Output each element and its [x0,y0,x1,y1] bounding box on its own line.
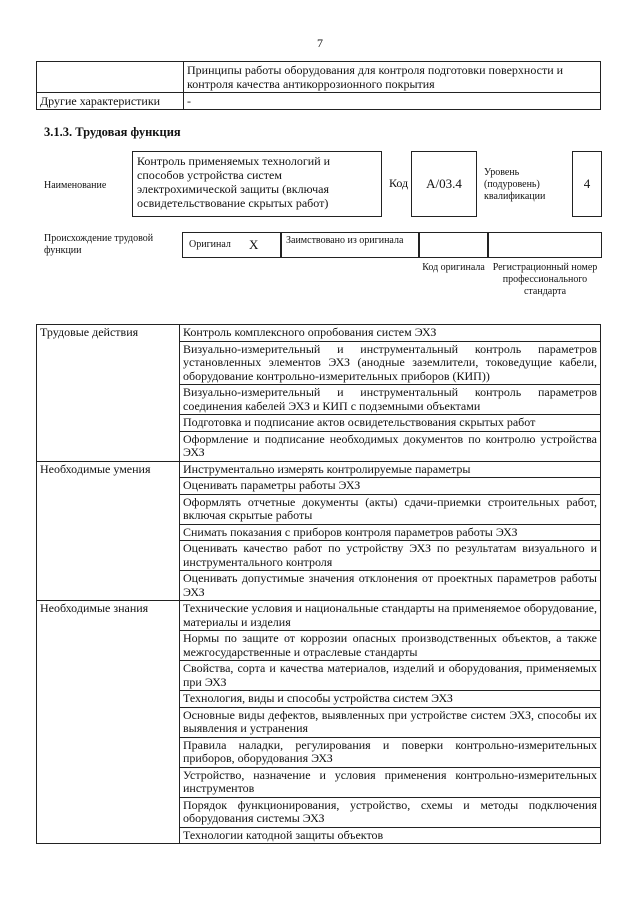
table-row [37,461,601,478]
original-cell [182,232,281,258]
item-cell: Снимать показания с приборов контроля параметров работы ЭХЗ [180,524,601,541]
row-value: Принципы работы оборудования для контроля подготовки поверхности и контроля качества антикоррозионного покрытия [184,62,601,93]
borrowed-label: Заимствовано из оригинала [286,235,404,246]
item-cell: Оформлять отчетные документы (акты) сдачи-приемки строительных работ, включая скрытые работы [180,494,601,524]
category-cell: Необходимые знания [37,601,180,844]
row-label: Другие характеристики [37,93,184,110]
function-table [36,324,601,844]
original-mark: X [249,237,259,252]
level-label: Уровень (подуровень) квалификации [484,167,546,202]
item-cell: Технические условия и национальные стандарты на применяемое оборудование, материалы и изделия [180,601,601,631]
table-row [37,93,601,110]
registration-number-cell [488,232,602,258]
item-cell: Технологии катодной защиты объектов [180,827,601,844]
item-cell: Визуально-измерительный и инструментальный контроль параметров соединения кабелей ЭХЗ и КИП с подземными объектами [180,385,601,415]
origin-label: Происхождение трудовой функции [44,233,154,256]
item-cell: Оценивать параметры работы ЭХЗ [180,478,601,495]
top-continuation-table [36,61,601,110]
item-cell: Оценивать качество работ по устройству ЭХЗ по результатам визуального и инструментального контроля [180,541,601,571]
item-cell: Инструментально измерять контролируемые параметры [180,461,601,478]
item-cell: Свойства, сорта и качества материалов, изделий и оборудования, применяемых при ЭХЗ [180,661,601,691]
item-cell: Оформление и подписание необходимых документов по контролю устройства ЭХЗ [180,431,601,461]
item-cell: Нормы по защите от коррозии опасных производственных объектов, а также межгосударственные и отраслевые стандарты [180,631,601,661]
category-cell: Необходимые умения [37,461,180,601]
original-label: Оригинал [189,239,231,250]
table-row [37,62,601,93]
item-cell: Правила наладки, регулирования и поверки контрольно-измерительных приборов, оборудования ЭХЗ [180,737,601,767]
table-row [37,325,601,342]
code-label: Код [389,176,409,190]
item-cell: Оценивать допустимые значения отклонения от проектных параметров работы ЭХЗ [180,571,601,601]
item-cell: Контроль комплексного опробования систем ЭХЗ [180,325,601,342]
function-table-body [37,325,601,844]
code-caption: Код оригинала [422,262,485,273]
original-code-cell [419,232,488,258]
table-row [37,601,601,631]
item-cell: Порядок функционирования, устройство, схемы и методы подключения оборудования системы ЭХЗ [180,797,601,827]
function-name: Контроль применяемых технологий и способов устройства систем электрохимической защиты (включая освидетельствование скрытых работ) [132,151,382,217]
name-label: Наименование [44,180,107,191]
section-title: 3.1.3. Трудовая функция [44,125,181,139]
item-cell: Устройство, назначение и условия применения контрольно-измерительных инструментов [180,767,601,797]
registration-caption: Регистрационный номер профессионального стандарта [492,262,598,297]
level-value: 4 [572,151,602,217]
page-number: 7 [317,36,323,50]
category-cell: Трудовые действия [37,325,180,462]
code-value: А/03.4 [411,151,477,217]
item-cell: Визуально-измерительный и инструментальный контроль параметров установленных элементов ЭХЗ (анодные заземлители, токоведущие кабели, оборудование контрольно-измерительных приборов (КИП)) [180,341,601,385]
item-cell: Основные виды дефектов, выявленных при устройстве систем ЭХЗ, способы их выявления и устранения [180,707,601,737]
row-value: - [184,93,601,110]
borrowed-cell [281,232,419,258]
item-cell: Технология, виды и способы устройства систем ЭХЗ [180,691,601,708]
item-cell: Подготовка и подписание актов освидетельствования скрытых работ [180,415,601,432]
row-label [37,62,184,93]
